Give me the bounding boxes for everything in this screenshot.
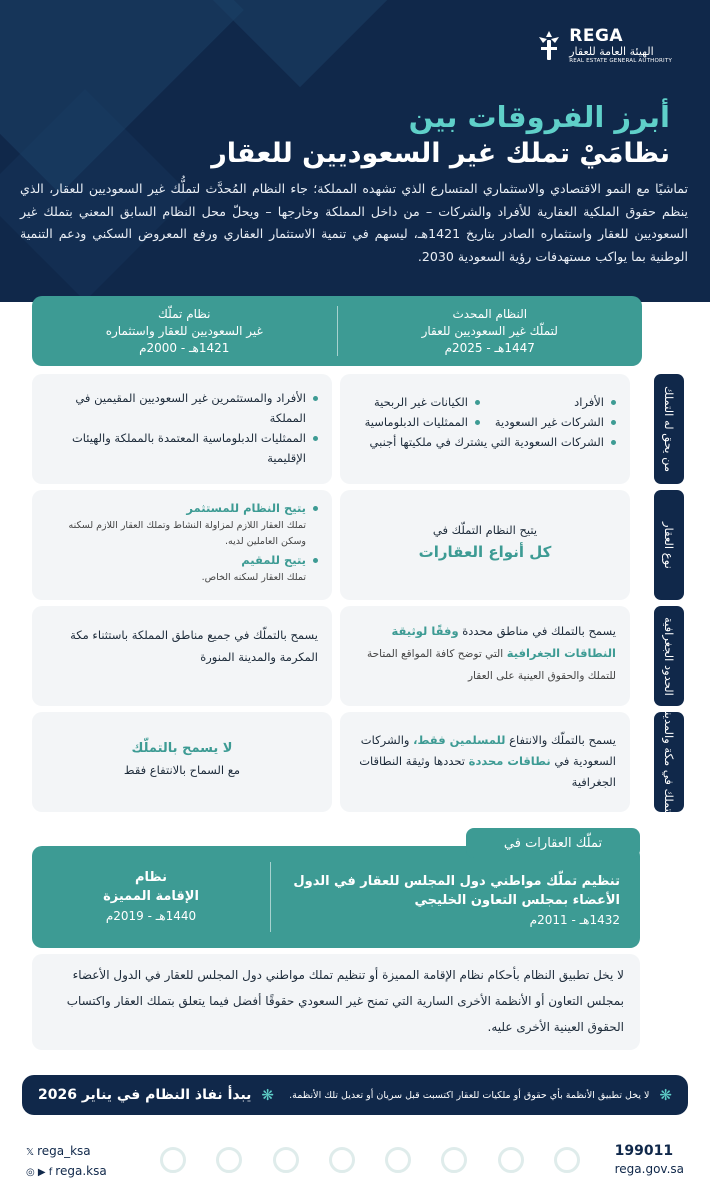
gcc-box	[32, 846, 640, 948]
premium-residency-column	[32, 846, 270, 948]
new-system-years: 1447هـ - 2025م	[444, 340, 535, 355]
type-new-line2: كل أنواع العقارات	[418, 543, 552, 561]
old-system-years: 1421هـ - 2000م	[139, 340, 230, 355]
pattern-circle	[273, 1147, 299, 1173]
pattern-circle	[385, 1147, 411, 1173]
makkah-new-b: للمسلمين فقط،	[413, 733, 506, 747]
list-item: الممثليات الدبلوماسية	[354, 412, 480, 432]
header-old-system	[32, 296, 337, 366]
intro-paragraph: تماشيًا مع النمو الاقتصادي والاستثماري المتسارع الذي تشهده المملكة؛ جاء النظام المُحدَّث لتملُّك غير السعوديين للعقار، الذي ينظم حقوق الملكية العقارية للأفراد والشركات – من داخل المملكة وخارجها – ويحلّ محل النظام السابق المعني بتملك غير السعوديين للعقار واستثماره الصادر بتاريخ 1421هـ، ليسهم في تنمية الاستثمار العقاري ورفع المعروض السكني ودعم التنمية الوطنية بما يواكب مستهدفات رؤية السعودية 2030.	[20, 181, 688, 264]
title-line-2: نظامَيْ تملك غير السعوديين للعقار	[211, 138, 670, 169]
footer-contact	[615, 1142, 684, 1178]
gcc-column	[270, 862, 640, 932]
makkah-new-e: تحددها وثيقة النطاقات الجغرافية	[359, 754, 616, 789]
footer-pattern	[160, 1140, 580, 1180]
row-label-type: نوع العقار	[654, 490, 684, 600]
geo-new-b: وفقًا لوثيقة النطاقات الجغرافية	[391, 624, 616, 660]
rega-emblem-icon	[535, 29, 563, 63]
old-system-subtitle: غير السعوديين للعقار واستثماره	[105, 323, 263, 338]
header-new-system	[337, 306, 643, 356]
old-system-title: نظام تملّك	[158, 306, 211, 321]
row-label-geo: الحدود الجغرافية	[654, 606, 684, 706]
cell-makkah-old	[32, 712, 332, 812]
cell-geo-old	[32, 606, 332, 706]
geo-old: يسمح بالتملّك في جميع مناطق المملكة باستثناء مكة المكرمة والمدينة المنورة	[70, 628, 318, 664]
pattern-circle	[441, 1147, 467, 1173]
new-system-title: النظام المحدث	[452, 306, 528, 321]
comparison-header	[32, 296, 642, 366]
pattern-circle	[554, 1147, 580, 1173]
logo-rega: REGA	[569, 26, 624, 46]
cell-type-old	[32, 490, 332, 600]
logo-english: REAL ESTATE GENERAL AUTHORITY	[569, 58, 672, 65]
pattern-circle	[160, 1147, 186, 1173]
social-icons: ◎ ▶ f	[26, 1167, 53, 1178]
list-item: يتيح للمقيم	[46, 550, 318, 570]
list-item: الكيانات غير الربحية	[354, 392, 480, 412]
premium-years: 1440هـ - 2019م	[105, 909, 197, 923]
pattern-circle	[329, 1147, 355, 1173]
gcc-title: تنظيم تملّك مواطني دول المجلس للعقار في الدول الأعضاء بمجلس التعاون الخليجي	[293, 874, 620, 908]
list-item: يتيح النظام للمستثمر	[46, 498, 318, 518]
row-label-makkah: التملك في مكة والمدينة	[654, 712, 684, 812]
list-item: الأفراد	[490, 392, 616, 412]
footer-social	[26, 1142, 107, 1182]
gcc-years: 1432هـ - 2011م	[529, 913, 620, 927]
title-line-1: أبرز الفروقات بين	[408, 100, 670, 134]
pattern-circle	[498, 1147, 524, 1173]
ornament-icon: ❋	[659, 1086, 672, 1104]
makkah-old-a: لا يسمح بالتملّك	[131, 741, 233, 756]
logo-arabic: الهيئة العامة للعقار	[569, 45, 654, 58]
social-handle[interactable]: rega.ksa	[55, 1164, 107, 1178]
geo-new-a: يسمح بالتملك في مناطق محددة	[462, 624, 616, 638]
list-item: الأفراد والمستثمرين غير السعوديين المقيمين في المملكة	[46, 388, 318, 428]
cell-who-old	[32, 374, 332, 484]
list-item: الممثليات الدبلوماسية المعتمدة بالمملكة والهيئات الإقليمية	[46, 428, 318, 468]
makkah-new-d: نطاقات محددة	[468, 754, 551, 768]
list-item: الشركات غير السعودية	[490, 412, 616, 432]
type-old-desc1: تملك العقار اللازم لمزاولة النشاط وتملك العقار اللازم لسكنه وسكن العاملين لديه.	[68, 520, 306, 547]
effective-date-banner	[22, 1075, 688, 1115]
footer	[0, 1130, 710, 1200]
makkah-old-b: مع السماح بالانتفاع فقط	[123, 763, 241, 777]
type-old-desc2: تملك العقار لسكنه الخاص.	[201, 572, 306, 583]
pattern-circle	[216, 1147, 242, 1173]
website[interactable]: rega.gov.sa	[614, 1162, 684, 1176]
social-handle-x[interactable]: rega_ksa	[37, 1144, 91, 1158]
gcc-note: لا يخل تطبيق النظام بأحكام نظام الإقامة المميزة أو تنظيم تملك مواطني دول المجلس للعقار في الدول الأعضاء بمجلس التعاون أو الأنظمة الأخرى السارية التي تمنح غير السعودي حقوقًا أفضل فيما يتعلق بتملك العقار واكتساب الحقوق العينية الأخرى عليه.	[32, 954, 640, 1050]
makkah-new-c: والشركات السعودية في	[360, 733, 616, 768]
ornament-icon: ❋	[261, 1086, 274, 1104]
new-system-subtitle: لتملّك غير السعوديين للعقار	[421, 323, 558, 338]
cell-who-new	[340, 374, 630, 484]
list-item: الشركات السعودية التي يشترك في ملكيتها أجنبي	[354, 432, 616, 452]
banner-start: يبدأ نفاذ النظام في يناير 2026	[38, 1087, 252, 1103]
row-label-who: من يحق له التملك	[654, 374, 684, 484]
banner-note: لا يخل تطبيق الأنظمة بأي حقوق أو ملكيات للعقار اكتسبت قبل سريان أو تعديل تلك الأنظمة.	[289, 1089, 650, 1101]
cell-type-new	[340, 490, 630, 600]
cell-geo-new	[340, 606, 630, 706]
premium-title-1: نظام	[135, 870, 167, 885]
x-icon: 𝕏	[26, 1147, 35, 1158]
makkah-new-a: يسمح بالتملّك والانتفاع	[509, 733, 616, 747]
premium-title-2: الإقامة المميزة	[103, 889, 199, 904]
rega-logo	[535, 28, 672, 65]
geo-new-c: التي توضح كافة المواقع المتاحة للتملك والحقوق العينية على العقار	[367, 648, 616, 682]
phone-number[interactable]: 199011	[614, 1143, 674, 1159]
type-new-line1: يتيح النظام التملّك في	[432, 523, 538, 537]
gcc-pill: تملّك العقارات في	[466, 828, 640, 858]
cell-makkah-new	[340, 712, 630, 812]
